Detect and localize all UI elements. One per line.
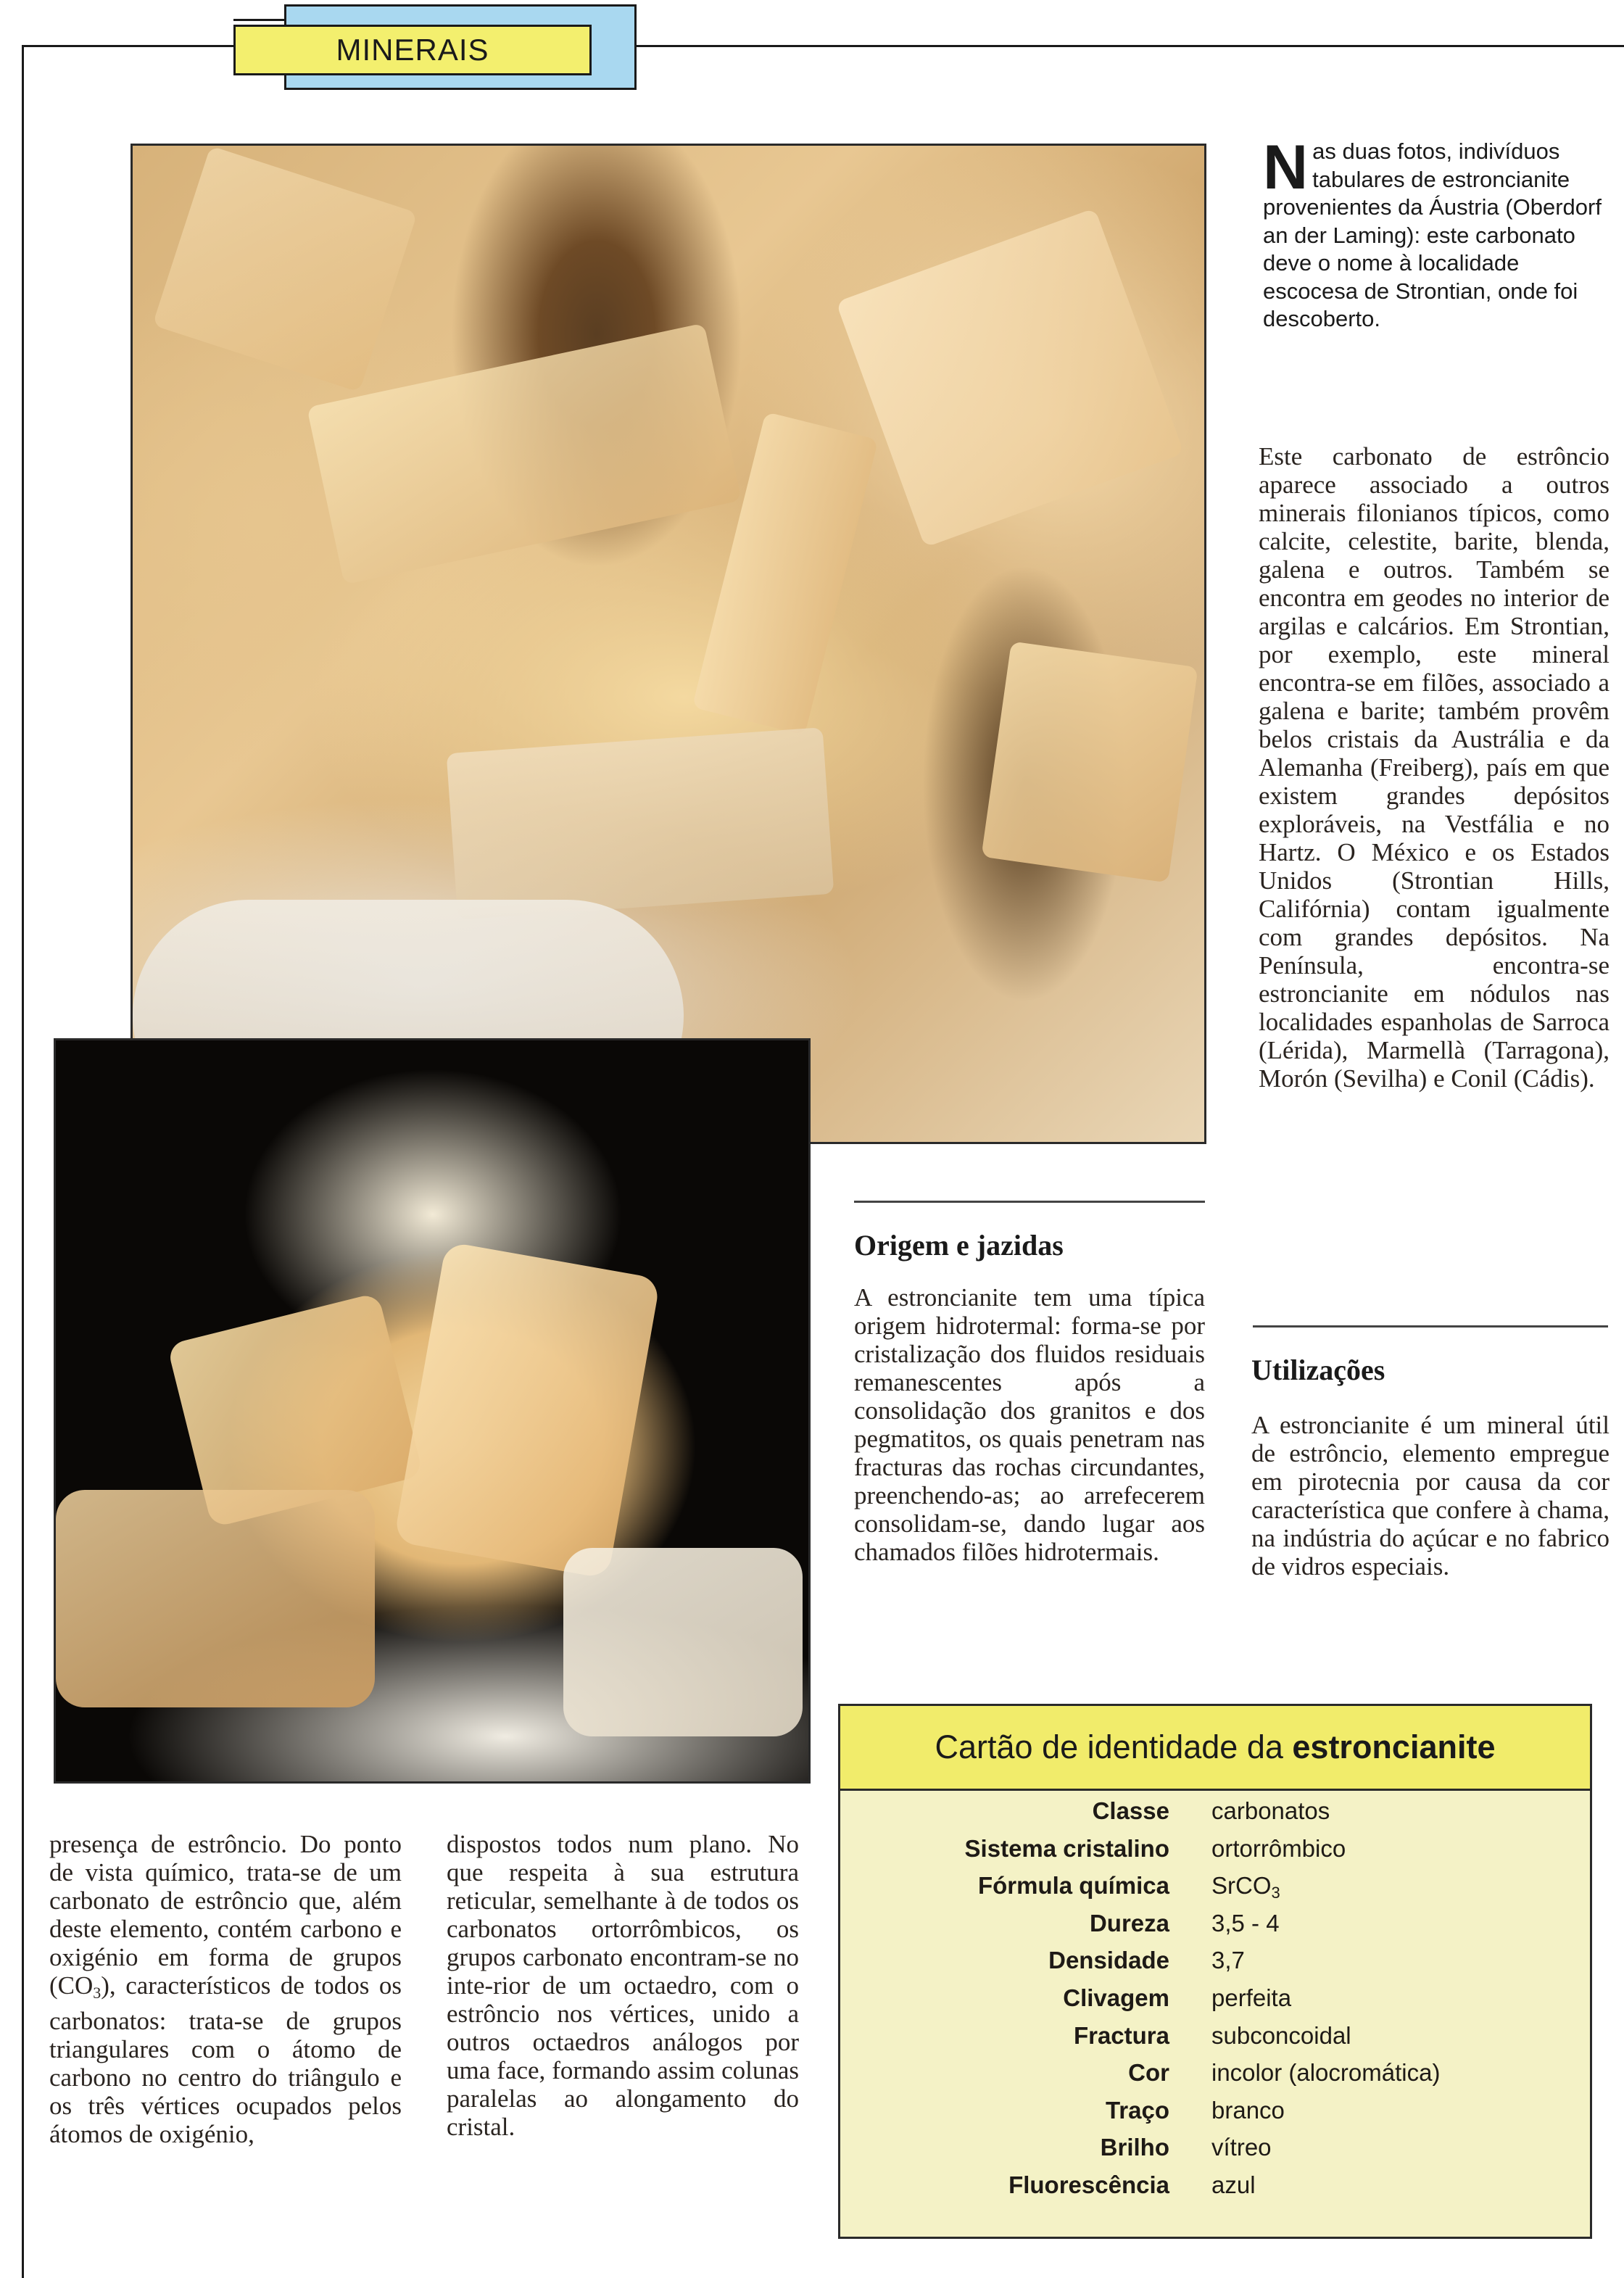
property-value-text: 3,7	[1211, 1947, 1245, 1974]
origin-separator	[854, 1201, 1205, 1203]
property-value-text: vítreo	[1211, 2134, 1272, 2161]
property-value	[1211, 1835, 1346, 1863]
property-value	[1211, 1872, 1280, 1902]
formula-subscript: 3	[1271, 1884, 1280, 1902]
property-name: Fractura	[1073, 2021, 1169, 2049]
identity-card-header	[840, 1706, 1590, 1791]
property-value	[1211, 2097, 1285, 2124]
property-value	[1211, 1797, 1330, 1825]
property-name: Sistema cristalino	[964, 1834, 1169, 1862]
property-value	[1211, 2022, 1351, 2050]
property-name: Dureza	[1089, 1909, 1169, 1937]
page-frame-left	[22, 45, 24, 2278]
identity-card-title-mineral: estroncianite	[1292, 1728, 1496, 1765]
photo-caption	[1263, 133, 1611, 334]
property-value-text: azul	[1211, 2171, 1256, 2198]
property-value-text: perfeita	[1211, 1984, 1292, 2011]
property-name: Traço	[1105, 2096, 1169, 2124]
section-tag	[233, 25, 592, 75]
identity-card-table	[840, 1797, 1590, 2209]
property-value	[1211, 2171, 1256, 2199]
identity-card-row	[840, 1984, 1590, 2022]
chemistry-text-part1: presença de estrôncio. Do ponto de vista químico, trata-se de um carbonato de estrôncio que, além deste elemento, contém carbono e oxigénio em forma de grupos (CO	[49, 1830, 402, 2000]
caption-text: as duas fotos, indivíduos tabulares de estroncianite provenientes da Áustria (Oberdorf an der Laming): este carbonato deve o nome à localidade escocesa de Strontian, onde foi descoberto.	[1263, 138, 1602, 331]
identity-card-row	[840, 1910, 1590, 1947]
uses-section	[1251, 1354, 1610, 1581]
identity-card-row	[840, 1797, 1590, 1835]
uses-separator	[1253, 1325, 1608, 1328]
identity-card	[838, 1704, 1592, 2239]
property-value-text: SrCO	[1211, 1872, 1272, 1900]
chemistry-text-part2: ), característicos de todos os carbonatos: trata-se de grupos triangulares com o átomo de carbono no centro do triângulo e os três vértices ocupados pelos átomos de oxigénio,	[49, 1971, 402, 2148]
identity-card-title-prefix: Cartão de identidade da	[935, 1728, 1293, 1765]
property-name: Densidade	[1048, 1947, 1169, 1974]
section-tag-label: MINERAIS	[336, 33, 489, 67]
property-value-text: carbonatos	[1211, 1797, 1330, 1824]
property-name: Clivagem	[1063, 1984, 1169, 2011]
property-value-text: incolor (alocromática)	[1211, 2059, 1441, 2087]
photo-strontianite-large	[130, 144, 1206, 1144]
identity-card-row	[840, 1835, 1590, 1873]
identity-card-row	[840, 2059, 1590, 2097]
property-value-text: branco	[1211, 2096, 1285, 2124]
identity-card-row	[840, 2134, 1590, 2171]
property-name: Brilho	[1100, 2134, 1169, 2161]
photo-strontianite-small	[54, 1038, 811, 1784]
section-tag-line	[233, 19, 284, 21]
property-value	[1211, 1947, 1245, 1974]
property-value-text: ortorrômbico	[1211, 1834, 1346, 1862]
property-value-text: 3,5 - 4	[1211, 1909, 1280, 1937]
chemistry-text-col2: dispostos todos num plano. No que respeita à sua estrutura reticular, semelhante à de todos os carbonatos ortorrômbicos, os grupos carbonato encontram-se no inte-rior de um octaedro, com o estrôncio nos vértices, unido a outros octaedros análogos por uma face, formando assim colunas paralelas ao alongamento do cristal.	[447, 1830, 799, 2141]
chemistry-text-col1	[49, 1830, 402, 2148]
property-value	[1211, 1910, 1280, 1937]
chemistry-subscript: 3	[93, 1984, 102, 2002]
property-name: Fluorescência	[1008, 2171, 1169, 2198]
origin-heading: Origem e jazidas	[854, 1229, 1064, 1262]
uses-heading: Utilizações	[1251, 1354, 1385, 1386]
property-value	[1211, 2059, 1440, 2087]
origin-section	[854, 1229, 1205, 1566]
property-name: Cor	[1128, 2059, 1169, 2087]
identity-card-row	[840, 2022, 1590, 2060]
identity-card-row	[840, 1872, 1590, 1910]
property-value	[1211, 2134, 1272, 2161]
property-value	[1211, 1984, 1291, 2012]
property-name: Classe	[1092, 1797, 1169, 1824]
identity-card-row	[840, 1947, 1590, 1984]
caption-dropcap: N	[1263, 133, 1309, 202]
property-name: Fórmula química	[977, 1872, 1169, 1900]
property-value-text: subconcoidal	[1211, 2021, 1351, 2049]
identity-card-row	[840, 2097, 1590, 2134]
occurrence-text: Este carbonato de estrôncio aparece associado a outros minerais filonianos típicos, como calcite, celestite, barite, blenda, galena e outros. Também se encontra em geodes no interior de argilas e calcários. Em Strontian, por exemplo, este mineral encontra-se em filões, associado a galena e barite; também provêm belos cristais da Austrália e da Alemanha (Freiberg), país em que existem grandes depósitos exploráveis, na Vestfália e no Hartz. O México e os Estados Unidos (Strontian Hills, Califórnia) contam igualmente com grandes depósitos. Na Península, encontra-se estroncianite em nódulos nas localidades espanholas de Sarroca (Lérida), Marmellà (Tarragona), Morón (Sevilha) e Conil (Cádis).	[1259, 442, 1610, 1093]
uses-text: A estroncianite é um mineral útil de estrôncio, elemento empregue em pirotecnia por causa da cor característica que confere à chama, na indústria do açúcar e no fabrico de vidros especiais.	[1251, 1411, 1610, 1581]
origin-text: A estroncianite tem uma típica origem hidrotermal: forma-se por cristalização dos fluidos residuais remanescentes após a consolidação dos granitos e dos pegmatitos, os quais penetram nas fracturas das rochas circundantes, preenchendo-as; ao arrefecerem consolidam-se, dando lugar aos chamados filões hidrotermais.	[854, 1283, 1205, 1566]
identity-card-row	[840, 2171, 1590, 2209]
identity-card-title	[935, 1728, 1496, 1766]
